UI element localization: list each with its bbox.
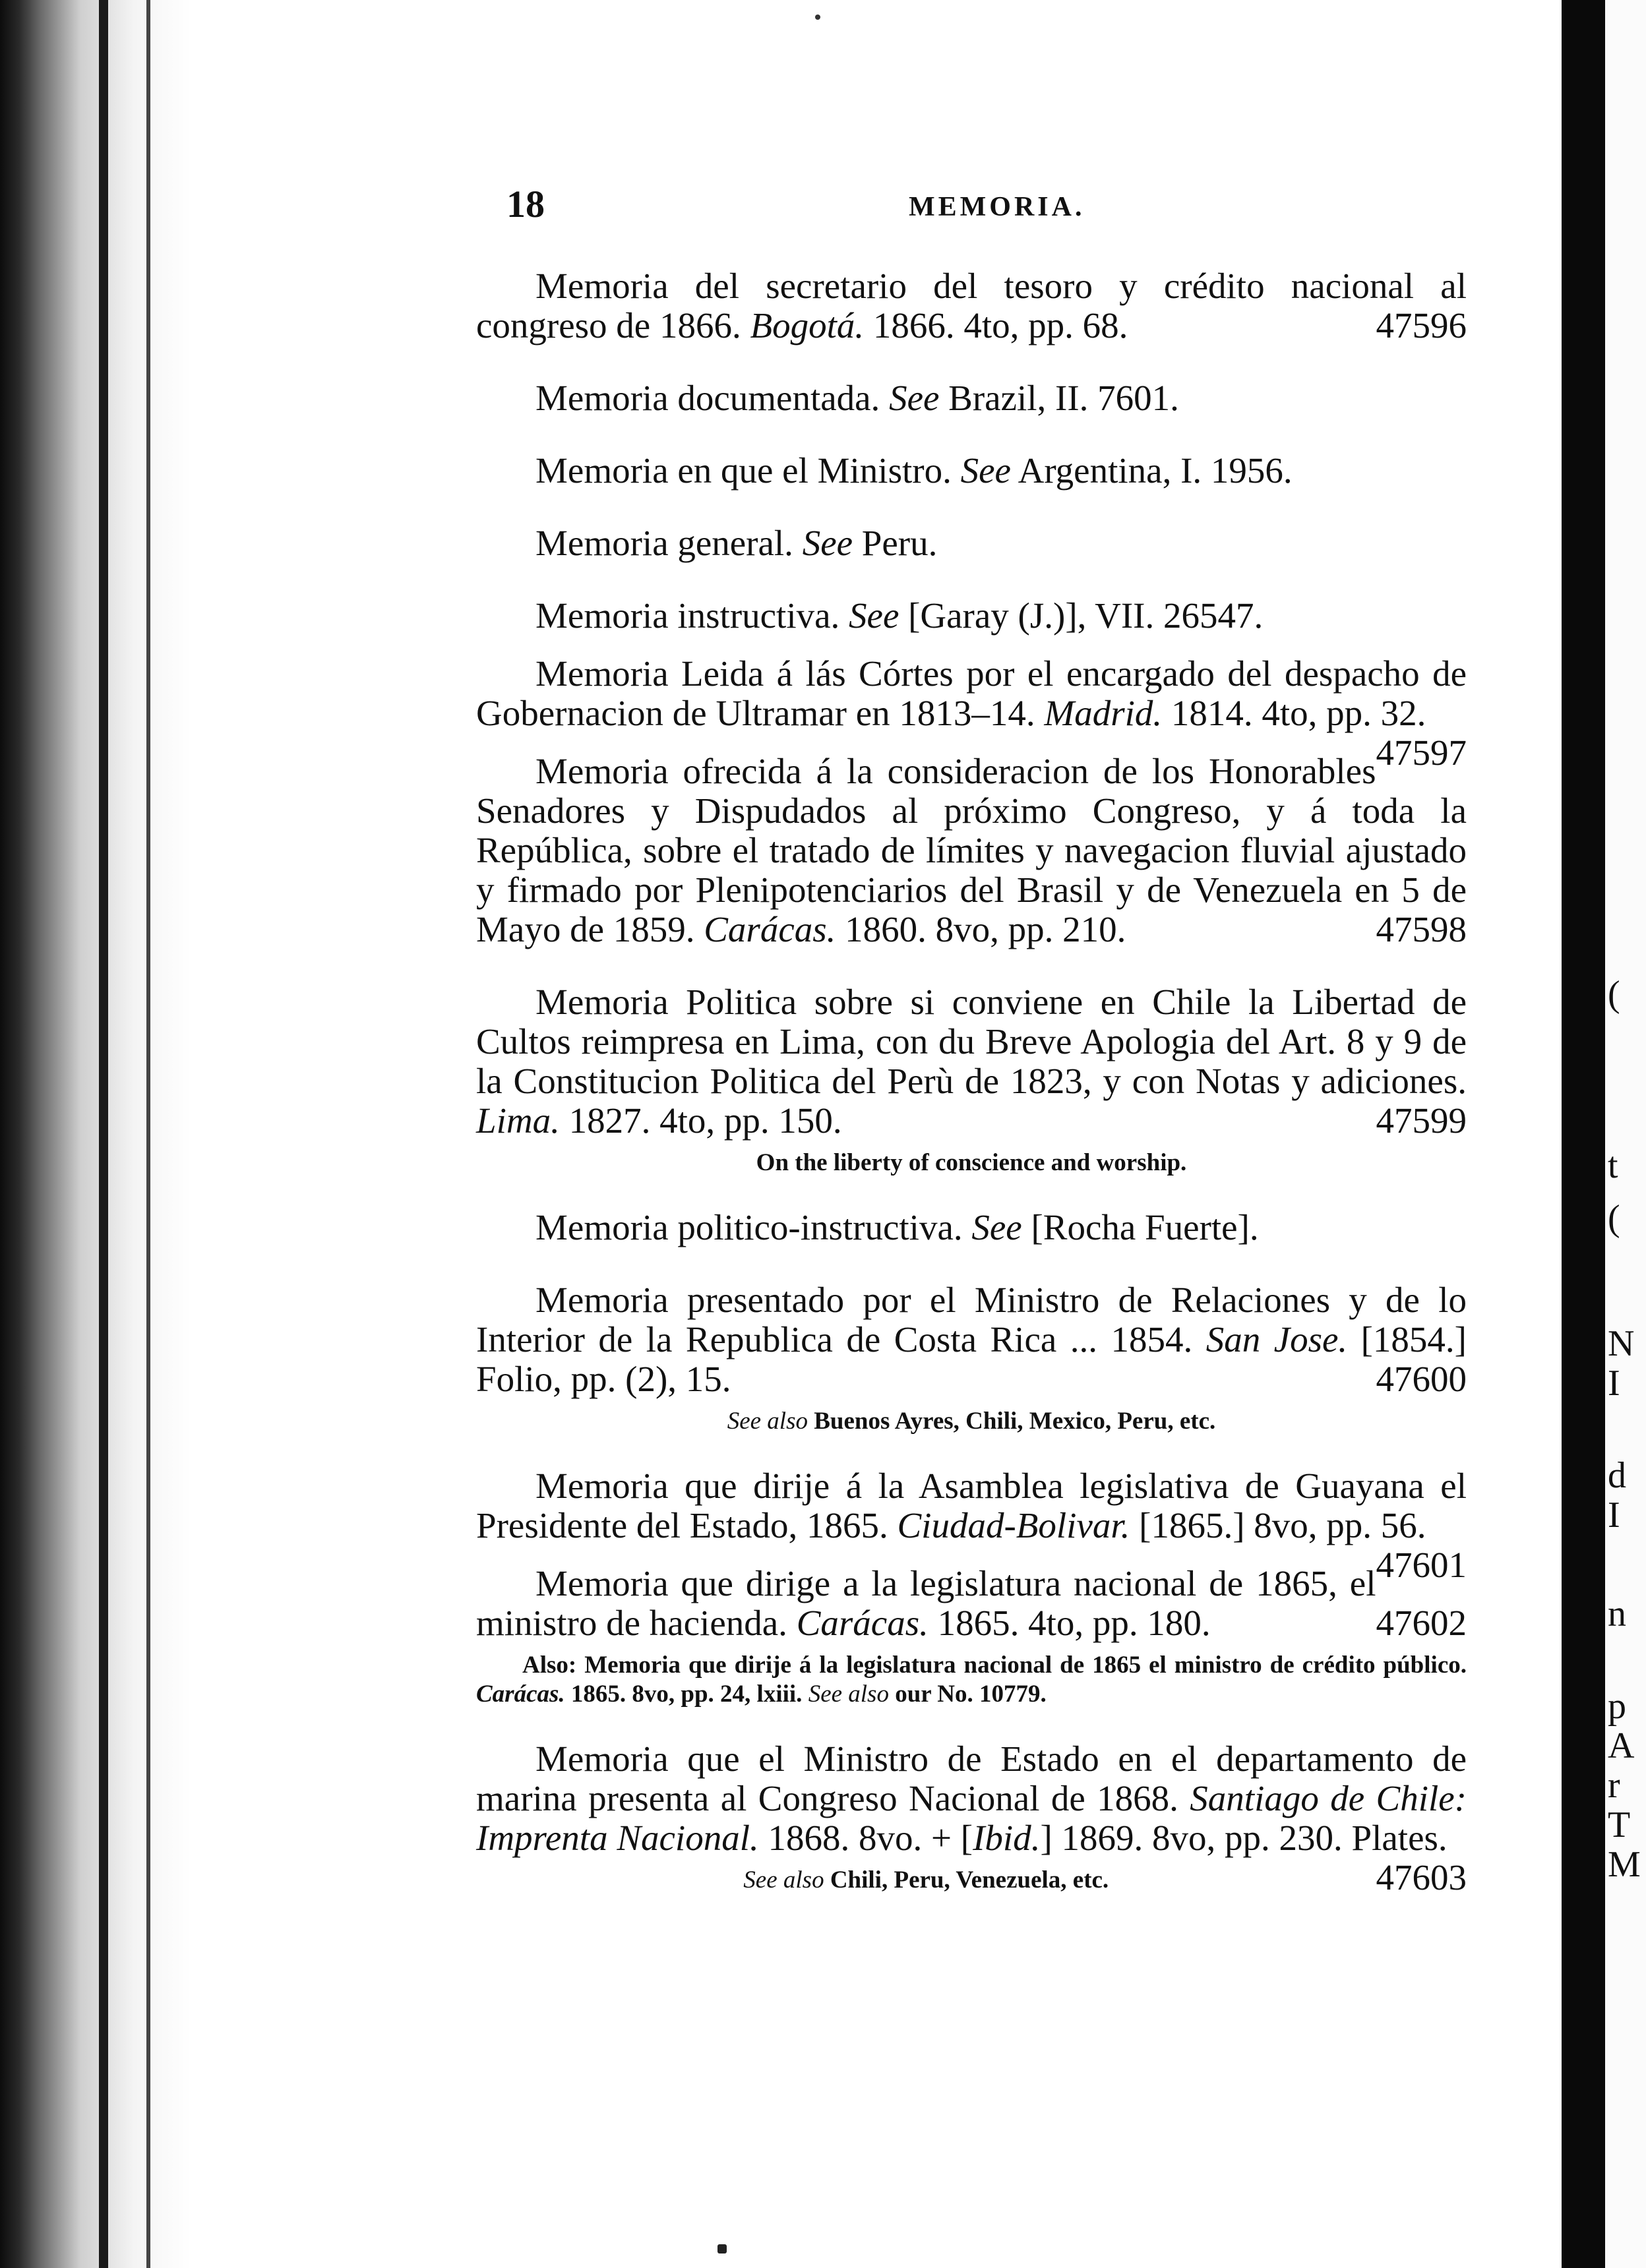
catalog-entry [476, 266, 1467, 345]
see-reference: See [802, 523, 853, 563]
catalog-entry [476, 1280, 1467, 1399]
entry-text: Memoria Politica sobre si conviene en Chile la Libertad de Cultos reimpresa en Lima, con du Breve Apologia del Art. 8 y 9 de la Constitucion Politica del Perù de 1823, y con Notas y adiciones. [476, 982, 1467, 1101]
entry-text: Memoria que dirije á la Asamblea legislativa de Guayana el Presidente del Estado, 1865. [476, 1466, 1467, 1545]
edge-char: I [1608, 1495, 1620, 1536]
catalog-entry [476, 596, 1467, 636]
edge-char: A [1608, 1725, 1635, 1766]
entry-details: Argentina, I. 1956. [1018, 450, 1293, 491]
catalog-entry [476, 982, 1467, 1141]
entry-details: [1854.] Folio, pp. (2), 15. [476, 1319, 1467, 1399]
entry-text: Memoria que dirige a la legislatura nacional de 1865, el ministro de hacienda. [476, 1563, 1376, 1643]
edge-char: n [1608, 1594, 1626, 1634]
page-number: 18 [506, 183, 545, 225]
entry-text: Memoria del secretario del tesoro y crédito nacional al congreso de 1866. [476, 266, 1467, 345]
entry-details: Brazil, II. 7601. [948, 378, 1179, 418]
book-gutter-right [1562, 0, 1605, 2268]
entry-note: On the liberty of conscience and worship. [756, 1149, 1187, 1176]
see-reference: See [889, 378, 940, 418]
gutter-line [99, 0, 108, 2268]
entry-details: [Garay (J.)], VII. 26547. [908, 595, 1264, 636]
entry-place: Carácas. [704, 909, 836, 949]
entry-place: Ciudad-Bolivar. [897, 1505, 1130, 1545]
entry-details: ] 1869. 8vo, pp. 230. Plates. [1040, 1818, 1448, 1858]
note-text: Chili, Peru, Venezuela, etc. [830, 1866, 1109, 1894]
entry-number: 47597 [1376, 732, 1467, 773]
edge-char: ( [1608, 1198, 1620, 1239]
entry-text: Memoria politico-instructiva. [535, 1207, 963, 1247]
entry-number: 47596 [1376, 305, 1467, 345]
entry-details: 1827. 4to, pp. 150. [568, 1100, 842, 1141]
edge-char: N [1608, 1323, 1635, 1364]
edge-char: T [1608, 1805, 1631, 1845]
catalog-entry [476, 653, 1467, 773]
edge-char: t [1608, 1145, 1618, 1186]
entry-number: 47600 [1376, 1359, 1467, 1399]
edge-char: ( [1608, 974, 1620, 1015]
see-reference: See [971, 1207, 1022, 1247]
entry-place: Lima. [476, 1100, 560, 1141]
entry-details: 1814. 4to, pp. 32. [1171, 693, 1426, 733]
entry-details: 1868. 8vo. + [ [768, 1818, 973, 1858]
edge-char: I [1608, 1363, 1620, 1404]
entry-note [476, 1407, 1467, 1436]
entry-details: 1865. 4to, pp. 180. [937, 1603, 1211, 1643]
catalog-entry [476, 1208, 1467, 1247]
entry-text: Memoria Leida á lás Córtes por el encargado del despacho de Gobernacion de Ultramar en 1813–14. [476, 653, 1467, 733]
entry-details: 1860. 8vo, pp. 210. [845, 909, 1126, 949]
entry-details: 1866. 4to, pp. 68. [872, 305, 1128, 345]
note-text: our No. 10779. [895, 1681, 1047, 1708]
entry-number: 47601 [1376, 1545, 1467, 1585]
entry-place: Carácas. [796, 1603, 929, 1643]
see-also-label: See also [743, 1866, 824, 1894]
entry-details: [Rocha Fuerte]. [1031, 1207, 1259, 1247]
entry-text: Memoria ofrecida á la consideracion de los Honorables Senadores y Dispudados al próximo Congreso, y á toda la República, sobre el tratado de límites y navegacion fluvial ajustado y firmado por Plenipotenciarios del Brasil y de Venezuela en 5 de Mayo de 1859. [476, 751, 1467, 949]
catalog-entry [476, 752, 1467, 949]
entry-details: Peru. [861, 523, 938, 563]
note-text: 1865. 8vo, pp. 24, lxiii. [570, 1681, 803, 1708]
see-reference: See [849, 595, 899, 636]
entry-text: Memoria documentada. [535, 378, 880, 418]
entry-text: Memoria en que el Ministro. [535, 450, 952, 491]
edge-char: M [1608, 1844, 1641, 1885]
note-text: Buenos Ayres, Chili, Mexico, Peru, etc. [814, 1408, 1216, 1435]
speck [717, 2244, 727, 2253]
see-reference: See [960, 450, 1011, 491]
see-also-label: See also [727, 1408, 808, 1435]
catalog-entry [476, 378, 1467, 418]
catalog-entry [476, 451, 1467, 491]
edge-char: r [1608, 1765, 1620, 1806]
entry-text: Memoria que el Ministro de Estado en el departamento de marina presenta al Congreso Nacional de 1868. [476, 1739, 1467, 1818]
entry-place: Madrid. [1044, 693, 1163, 733]
entry-note [476, 1866, 1467, 1895]
entry-place: San Jose. [1205, 1319, 1348, 1359]
entry-text: Memoria instructiva. [535, 595, 840, 636]
entry-details: [1865.] 8vo, pp. 56. [1139, 1505, 1426, 1545]
catalog-entry [476, 523, 1467, 563]
entry-ibid: Ibid. [973, 1818, 1041, 1858]
entry-number: 47598 [1376, 909, 1467, 949]
catalog-entry [476, 1466, 1467, 1585]
gutter-line [146, 0, 150, 2268]
entry-number: 47602 [1376, 1603, 1467, 1643]
book-gutter-left [0, 0, 191, 2268]
speck [815, 15, 820, 20]
catalog-entry [476, 1564, 1467, 1643]
note-text: Also: Memoria que dirije á la legislatura nacional de 1865 el ministro de crédito público. [522, 1652, 1467, 1679]
running-head: MEMORIA. [909, 192, 1085, 222]
entry-number: 47599 [1376, 1100, 1467, 1141]
edge-char: d [1608, 1455, 1626, 1496]
facing-page-edge [1605, 0, 1646, 2268]
entry-place: Santiago de Chile: Imprenta Nacional. [476, 1778, 1467, 1858]
see-also-label: See also [808, 1681, 889, 1708]
edge-char: p [1608, 1686, 1626, 1727]
entry-text: Memoria presentado por el Ministro de Relaciones y de lo Interior de la Republica de Costa Rica ... 1854. [476, 1280, 1467, 1359]
catalog-entries [476, 266, 1467, 1925]
note-place: Carácas. [476, 1681, 565, 1708]
entry-text: Memoria general. [535, 523, 793, 563]
entry-note [476, 1651, 1467, 1709]
entry-number: 47603 [1376, 1857, 1467, 1897]
entry-place: Bogotá. [750, 305, 865, 345]
